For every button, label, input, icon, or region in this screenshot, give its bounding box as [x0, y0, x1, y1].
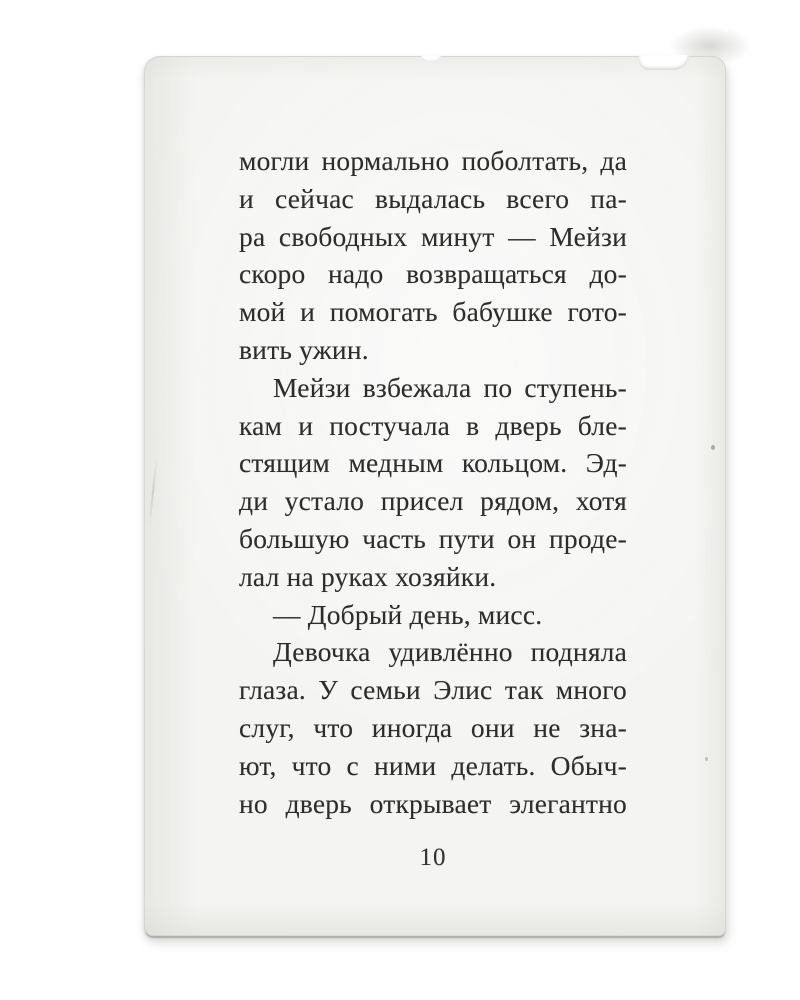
text-line: кам и постучала в дверь бле-: [239, 409, 627, 441]
text-line: скоро надо возвращаться до-: [239, 258, 627, 290]
text-line: Девочка удивлённо подняла: [273, 636, 627, 668]
book-page: [144, 56, 726, 936]
text-line: но дверь открывает элегантно: [239, 787, 627, 819]
paper-speck: [711, 445, 715, 450]
page-edge-chip: [639, 55, 689, 70]
paragraph: [239, 369, 627, 596]
text-line: мой и помогать бабушке гото-: [239, 296, 627, 328]
text-line: лал на руках хозяйки.: [239, 560, 497, 592]
text-line: ют, что с ними делать. Обыч-: [239, 749, 627, 781]
text-line: могли нормально поболтать, да: [239, 145, 627, 176]
text-line: слуг, что иногда они не зна-: [239, 711, 627, 743]
text-line: и сейчас выдалась всего па-: [239, 182, 627, 214]
text-line: глаза. У семьи Элис так много: [239, 674, 627, 706]
page-edge-nick: [421, 55, 441, 62]
text-line: ди устало присел рядом, хотя: [239, 485, 627, 517]
text-line: ра свободных минут — Мейзи: [239, 220, 627, 252]
paragraph: [239, 633, 627, 822]
paper-speck: [705, 757, 708, 761]
page-crease: [148, 457, 157, 527]
text-line: — Добрый день, мисс.: [273, 598, 543, 630]
paragraph: [239, 142, 627, 369]
text-line: Мейзи взбежала по ступень-: [273, 371, 627, 403]
text-line: стящим медным кольцом. Эд-: [239, 447, 627, 479]
text-line: большую часть пути он проде-: [239, 522, 627, 554]
page-number: 10: [419, 844, 447, 871]
text-line: вить ужин.: [239, 333, 369, 365]
paragraph-dialogue: [239, 596, 627, 634]
page-text-block: [239, 142, 627, 822]
